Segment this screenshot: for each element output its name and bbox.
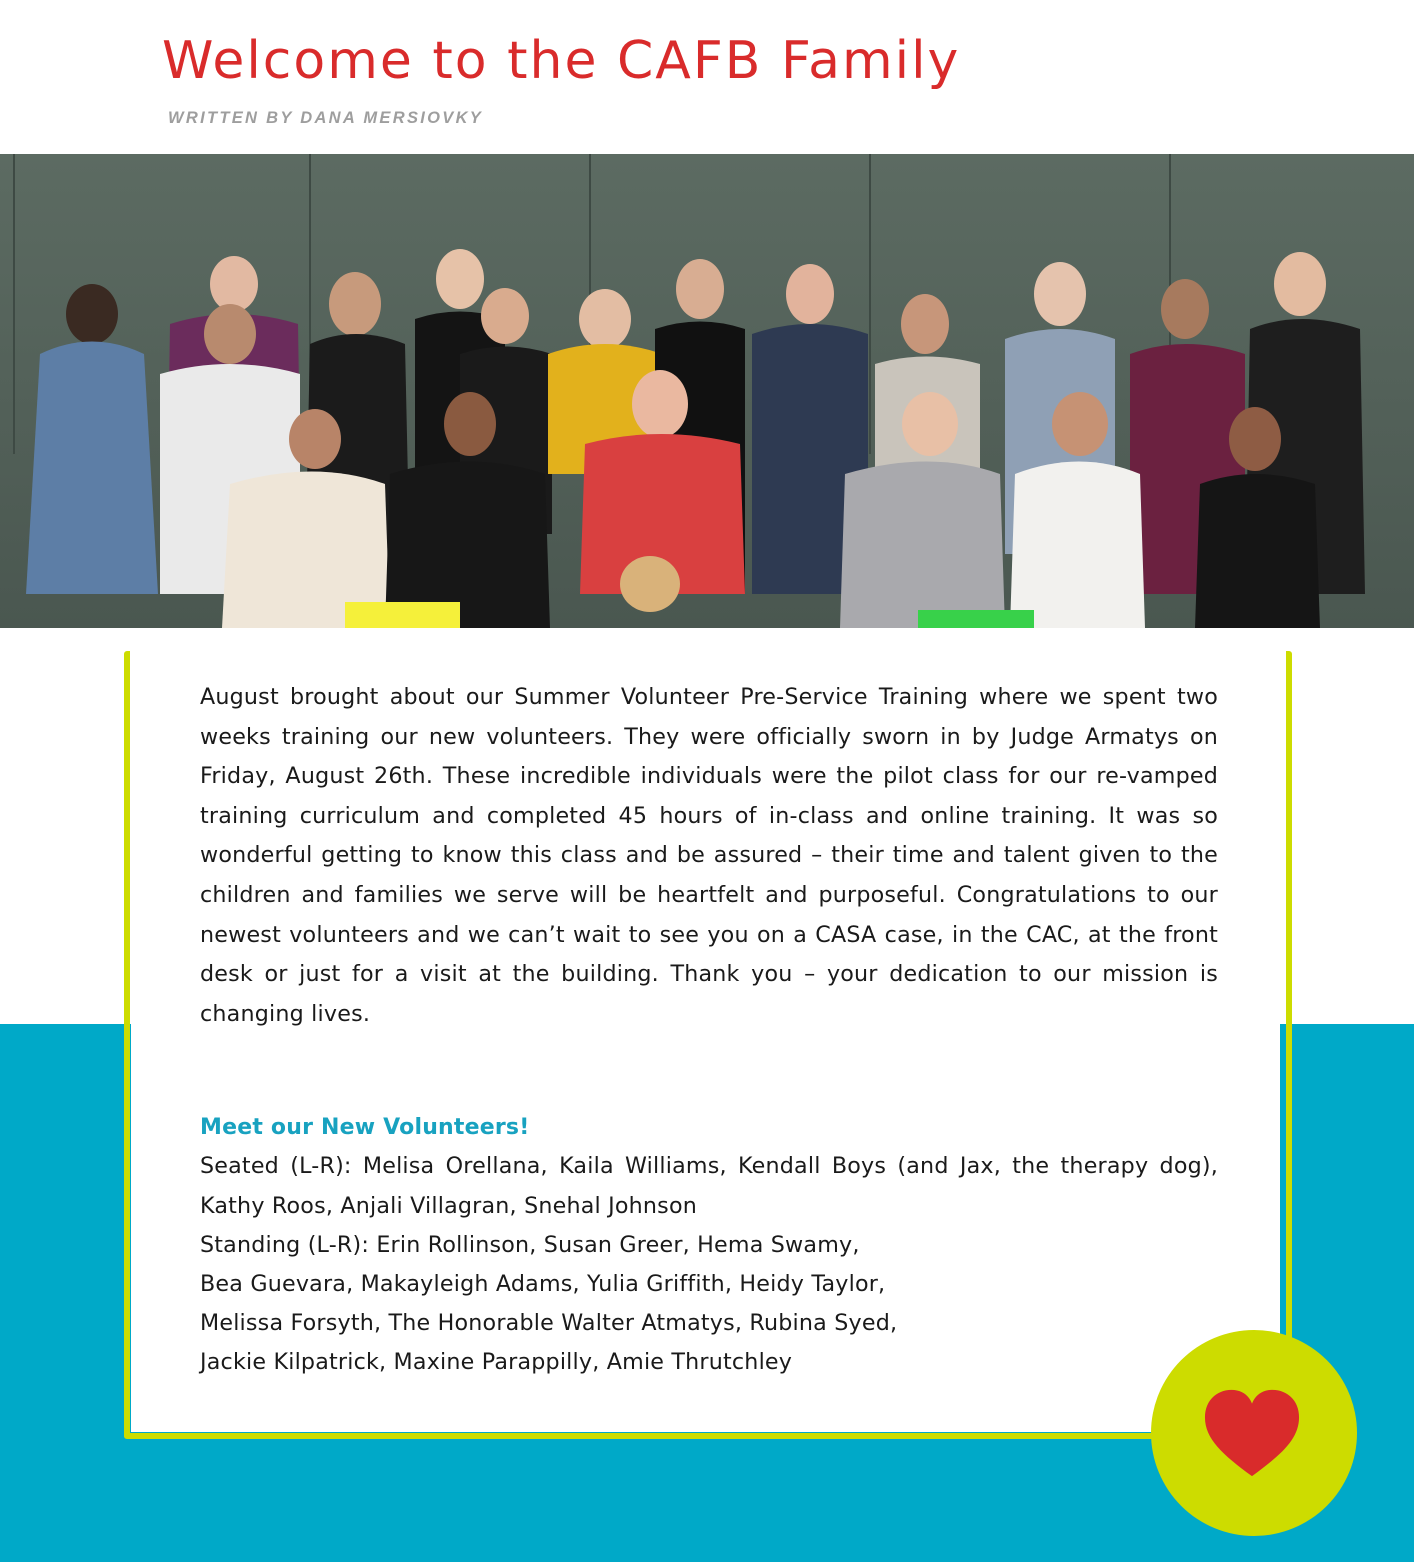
page-title: Welcome to the CAFB Family (162, 31, 961, 91)
standing-volunteers-line-3: Melissa Forsyth, The Honorable Walter Atmatys, Rubina Syed, (200, 1310, 898, 1336)
standing-volunteers-line-4: Jackie Kilpatrick, Maxine Parappilly, Amie Thrutchley (200, 1349, 793, 1375)
volunteers-heading: Meet our New Volunteers! (200, 1115, 530, 1140)
heart-badge (1151, 1330, 1357, 1536)
heart-shape (1205, 1390, 1299, 1476)
group-photo (0, 154, 1414, 628)
author-byline: WRITTEN BY DANA MERSIOVKY (168, 109, 484, 127)
standing-volunteers-line-2: Bea Guevara, Makayleigh Adams, Yulia Griffith, Heidy Taylor, (200, 1271, 886, 1297)
heart-icon (1203, 1387, 1301, 1479)
seated-volunteers: Seated (L-R): Melisa Orellana, Kaila Williams, Kendall Boys (and Jax, the therapy dog), Kathy Roos, Anjali Villagran, Snehal Johnson (200, 1153, 1218, 1219)
standing-volunteers-line-1: Standing (L-R): Erin Rollinson, Susan Greer, Hema Swamy, (200, 1232, 860, 1258)
article-body: August brought about our Summer Volunteer Pre-Service Training where we spent two weeks training our new volunteers. They were officially sworn in by Judge Armatys on Friday, August 26th. These incredible individuals were the pilot class for our re-vamped training curriculum and completed 45 hours of in-class and online training. It was so wonderful getting to know this class and be assured – their time and talent given to the children and families we serve will be heartfelt and purposeful. Congratulations to our newest volunteers and we can’t wait to see you on a CASA case, in the CAC, at the front desk or just for a visit at the building. Thank you – your dedication to our mission is changing lives. (200, 684, 1218, 1027)
